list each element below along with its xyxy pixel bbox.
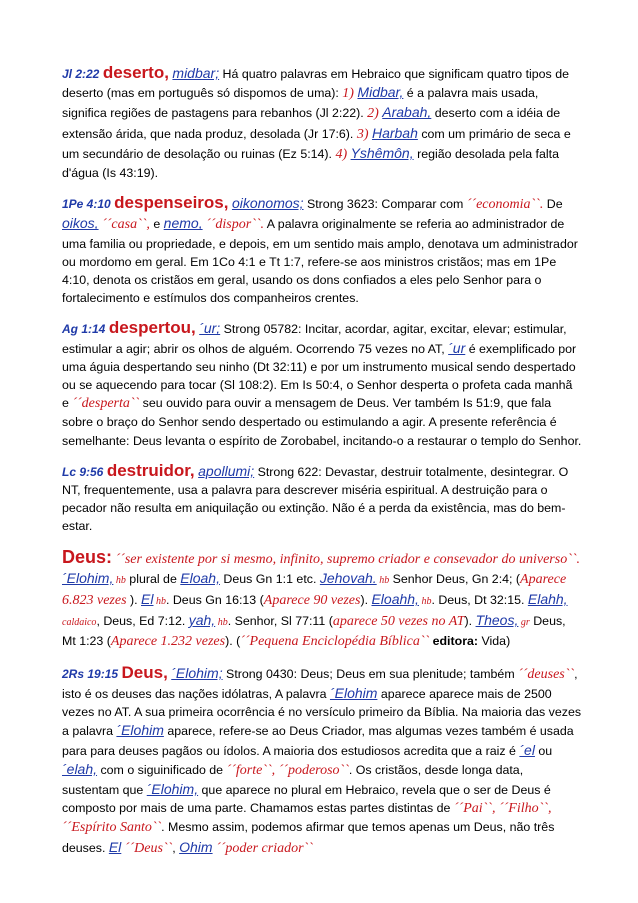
body-text: Strong 622: Devastar, destruir totalmente, desintegrar. O NT, frequentemente, usa a palavra para descrever miséria espiritual. A destruição para o pecador não resulta em aniquilação ou extinção. Não é a perda da existência, mas do bem-estar. <box>62 464 569 534</box>
entry-despenseiros <box>62 194 582 307</box>
language-tag: hb <box>153 596 166 608</box>
occurrence-count: aparece 50 vezes no AT <box>332 614 465 630</box>
verse-reference: Jl 2:22 <box>62 67 100 81</box>
hebrew-word: El <box>141 591 154 608</box>
transliteration: apollumi; <box>198 462 255 479</box>
quoted-term: ´´dispor``. <box>202 217 265 233</box>
publisher-name: Vida) <box>478 634 511 649</box>
body-text: região desolada pela falta d'água (Is 43:19). <box>62 146 559 181</box>
hebrew-word: Jehovah. <box>319 569 377 586</box>
body-text: plural de <box>125 571 181 586</box>
body-text: ). <box>464 614 476 629</box>
headword: Deus, <box>121 662 168 682</box>
hebrew-word: ´Elohim, <box>146 780 199 797</box>
quoted-term: ´´deuses`` <box>518 666 575 682</box>
hebrew-word: El <box>108 838 122 855</box>
hebrew-word: ´el <box>519 741 535 758</box>
body-text: . Os cristãos, desde longa data, sustentam que <box>62 762 524 797</box>
body-text: Deus, Mt 1:23 ( <box>62 614 566 649</box>
language-tag: hb <box>215 617 228 629</box>
verse-reference: Ag 1:14 <box>62 322 106 337</box>
publisher-label: editora: <box>429 634 479 649</box>
transliteration: oikonomos; <box>231 195 304 212</box>
enumeration-number: 1) <box>342 86 354 102</box>
body-text: que aparece no plural em Hebraico, revela que o ser de Deus é composto por mais de uma parte. Chamamos estas partes distintas de <box>62 782 551 816</box>
enumeration-number: 3) <box>356 126 369 142</box>
body-text: ou <box>534 743 553 758</box>
headword: destruidor, <box>106 460 195 480</box>
quoted-definition: ´´ser existente por si mesmo, infinito, supremo criador e consevador do universo``. <box>112 551 581 567</box>
occurrence-count: Aparece 1.232 vezes <box>110 634 226 650</box>
verse-reference: 1Pe 4:10 <box>62 197 111 212</box>
entry-destruidor <box>62 462 582 536</box>
body-text: seu ouvido para ouvir a mensagem de Deus. Ver também Is 51:9, que fala sobre o braço do Senhor sendo despertado ou estimulando a agir. A presente referência é semelhante: Deus levanta o espírito de Zorobabel, incitando-o a restaurar o templo do Senhor. <box>62 396 582 448</box>
source-title: ´´Pequena Enciclopédia Bíblica`` <box>240 634 430 650</box>
headword: despertou, <box>108 318 196 338</box>
entry-despertou <box>62 319 582 449</box>
headword: despenseiros, <box>114 193 229 213</box>
occurrence-count: Aparece 6.823 vezes <box>62 571 567 609</box>
body-text: e <box>149 217 164 232</box>
language-tag: gr <box>518 617 530 629</box>
enumeration-number: 4) <box>335 146 348 162</box>
body-text: aparece aparece mais de 2500 vezes no AT. A sua primeira ocorrência é no versículo primeiro da Bíblia. Na maioria das vezes a palavra <box>62 686 582 739</box>
body-text: com o siguinificado de <box>97 762 227 777</box>
headword: deserto, <box>102 63 169 82</box>
occurrence-count: Aparece 90 vezes <box>263 593 361 609</box>
hebrew-word: Arabah, <box>382 104 432 121</box>
hebrew-word: Eloah, <box>180 569 220 586</box>
body-text: ). ( <box>225 634 241 649</box>
quoted-term: ´´forte``, ´´poderoso`` <box>226 762 349 778</box>
hebrew-word: Midbar, <box>357 84 404 101</box>
hebrew-word: Ohim <box>179 838 213 855</box>
aramaic-word: Elahh, <box>527 591 568 608</box>
body-text: De <box>543 197 563 212</box>
quoted-term: ´´Pai``, ´´Filho``, ´´Espírito Santo`` <box>62 801 552 836</box>
body-text: ). <box>126 593 142 608</box>
body-text: , isto é os deuses das nações idólatras, A palavra <box>62 666 578 701</box>
entry-deserto <box>62 64 582 182</box>
body-text: , Deus, Ed 7:12. <box>96 614 189 629</box>
transliteration: ´Elohim; <box>171 664 223 681</box>
language-tag: hb <box>376 574 390 586</box>
body-text: deserto com a idéia de extensão árida, que nada produz, desolada (Jr 17:6). <box>62 106 561 141</box>
body-text: Strong 05782: Incitar, acordar, agitar, excitar, elevar; estimular, estimular a agir; abrir os olhos de alguém. Ocorrendo 75 vezes no AT, <box>62 322 567 356</box>
hebrew-word: Eloahh, <box>371 591 419 608</box>
hebrew-word: ´Elohim <box>329 684 378 701</box>
body-text: Strong 3623: Comparar com <box>303 197 467 212</box>
hebrew-word: ´ur <box>448 339 466 356</box>
body-text: . Senhor, Sl 77:11 ( <box>227 614 333 629</box>
body-text: é a palavra mais usada, significa regiões de pastagens para rebanhos (Jl 2:22). <box>62 86 539 121</box>
body-text: , <box>172 840 180 855</box>
entry-deus-definition <box>62 548 582 652</box>
verse-reference: 2Rs 19:15 <box>62 666 119 681</box>
language-tag: caldaico <box>62 617 97 629</box>
hebrew-word: Harbah <box>371 124 418 141</box>
hebrew-word: yah, <box>188 612 216 629</box>
greek-word: nemo, <box>163 215 203 232</box>
transliteration: midbar; <box>172 65 220 81</box>
body-text: aparece, refere-se ao Deus Criador, mas algumas vezes também é usada para para deuses pagãos ou ídolos. A maioria dos estudiosos acredita que a raiz é <box>62 724 574 758</box>
language-tag: hb <box>113 574 126 586</box>
body-text: é exemplificado por uma águia despertando seu ninho (Dt 32:11) e por um instrumento musical sendo despertado ou se aquecendo para tocar (Sl 108:2). Em Is 50:4, o Senhor desperta o profeta cada manhã e <box>62 341 577 411</box>
body-text: . Mesmo assim, podemos afirmar que temos apenas um Deus, não três deuses. <box>62 820 555 855</box>
body-text: A palavra originalmente se referia ao administrador de uma familia ou propriedade, e depois, em um sentido mais amplo, denotava um administrador ou mordomo em geral. Em 1Co 4:1 e Tt 1:7, refere-se aos ministros cristãos; mas em 1Pe 4:10, denota os cristãos em geral, usando os dons confiados a eles pelo Senhor para o fortalecimento e estímulos dos companheiros crentes. <box>62 217 578 306</box>
quoted-term: ´´desperta`` <box>72 396 140 412</box>
body-text: Strong 0430: Deus; Deus em sua plenitude; também <box>222 666 519 681</box>
language-tag: hb <box>418 596 432 608</box>
document-page <box>62 64 582 870</box>
greek-word: oikos, <box>62 215 99 232</box>
hebrew-word: ´Elohim, <box>62 569 114 586</box>
headword: Deus: <box>62 546 113 567</box>
body-text: Deus Gn 1:1 etc. <box>219 571 320 586</box>
body-text: com um primário de seca e um secundário de desolação ou ruinas (Ez 5:14). <box>62 126 571 161</box>
greek-word: Theos, <box>475 612 519 629</box>
body-text: . Deus, Dt 32:15. <box>431 593 528 608</box>
body-text: . Deus Gn 16:13 ( <box>165 593 264 608</box>
quoted-term: ´´Deus`` <box>121 840 173 856</box>
enumeration-number: 2) <box>367 106 379 122</box>
body-text: Há quatro palavras em Hebraico que significam quatro tipos de deserto (mas em português só dispomos de uma): <box>62 67 569 101</box>
hebrew-word: Yshêmôn, <box>350 144 414 161</box>
quoted-term: ´´economia``. <box>466 197 544 213</box>
body-text: ). <box>360 593 372 608</box>
quoted-term: ´´poder criador`` <box>212 840 313 856</box>
hebrew-word: ´elah, <box>62 760 98 777</box>
hebrew-word: ´Elohim <box>116 722 164 739</box>
transliteration: ´ur; <box>199 320 221 337</box>
entry-deus-elohim <box>62 664 582 858</box>
verse-reference: Lc 9:56 <box>62 464 104 479</box>
body-text: Senhor Deus, Gn 2:4; ( <box>389 571 521 586</box>
quoted-term: ´´casa``, <box>98 217 150 233</box>
